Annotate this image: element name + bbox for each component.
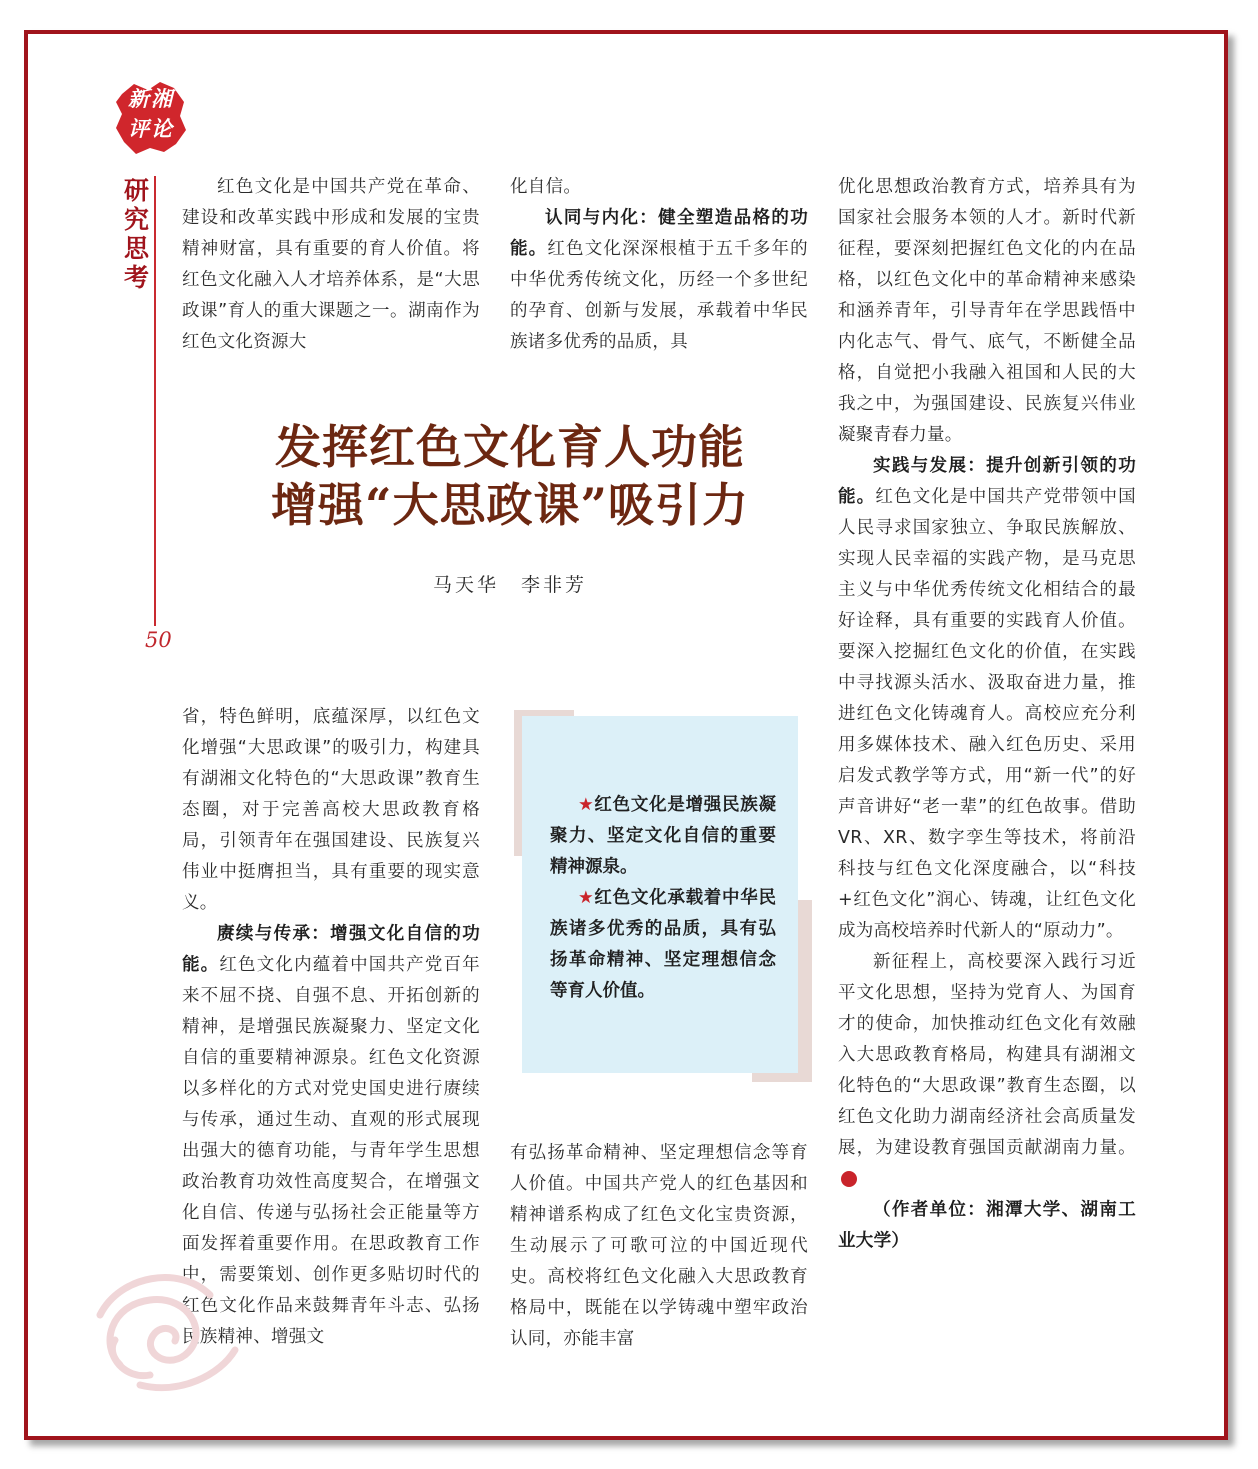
star-icon: ★ <box>578 795 595 815</box>
subheading: 认同与内化：健全塑造品格的功能。 <box>510 208 808 259</box>
paragraph-text: 红色文化深深根植于五千多年的中华优秀传统文化，历经一个多世纪的孕育、创新与发展，承载着中华民族诸多优秀的品质，具 <box>510 239 808 352</box>
pullquote-text: 红色文化承载着中华民族诸多优秀的品质，具有弘扬革命精神、坚定理想信念等育人价值。 <box>550 888 776 1001</box>
subheading: 赓续与传承：增强文化自信的功能。 <box>182 924 480 975</box>
end-mark-icon: 湘 <box>841 1171 857 1187</box>
seal-text: 新湘评论 <box>128 86 174 141</box>
section-divider <box>154 176 156 626</box>
star-icon: ★ <box>578 888 595 908</box>
pullquote-item-2 <box>550 883 776 1007</box>
article-title <box>180 418 840 534</box>
paragraph: 红色文化是中国共产党在革命、建设和改革实践中形成和发展的宝贵精神财富，具有重要的育人价值。将红色文化融入人才培养体系，是“大思政课”育人的重大课题之一。湖南作为红色文化资源大 <box>182 177 480 352</box>
paragraph: 省，特色鲜明，底蕴深厚，以红色文化增强“大思政课”的吸引力，构建具有湖湘文化特色的“大思政课”教育生态圈，对于完善高校大思政教育格局，引领青年在强国建设、民族复兴伟业中挺膺担当，具有重要的现实意义。 <box>182 707 480 913</box>
pullquote-box <box>522 716 798 1073</box>
paragraph: 有弘扬革命精神、坚定理想信念等育人价值。中国共产党人的红色基因和精神谱系构成了红色文化宝贵资源，生动展示了可歌可泣的中国近现代史。高校将红色文化融入大思政教育格局中，既能在以学铸魂中塑牢政治认同，亦能丰富 <box>510 1143 808 1349</box>
pullquote-item-1 <box>550 790 776 883</box>
title-line-2: 增强“大思政课”吸引力 <box>271 478 749 532</box>
closing-paragraph <box>838 947 1136 1195</box>
paragraph-with-heading <box>838 451 1136 947</box>
paragraph-text: 红色文化是中国共产党带领中国人民寻求国家独立、争取民族解放、实现人民幸福的实践产物，是马克思主义与中华优秀传统文化相结合的最好诠释，具有重要的实践育人价值。要深入挖掘红色文化的价值，在实践中寻找源头活水、汲取奋进力量，推进红色文化铸魂育人。高校应充分利用多媒体技术、融入红色历史、采用启发式教学等方式，用“新一代”的好声音讲好“老一辈”的红色故事。借助VR、XR、数字孪生等技术，将前沿科技与红色文化深度融合，以“科技+红色文化”润心、铸魂，让红色文化成为高校培养时代新人的“原动力”。 <box>838 487 1136 941</box>
author-affiliation <box>838 1195 1136 1257</box>
paragraph-with-heading <box>510 203 808 358</box>
paragraph: 优化思想政治教育方式，培养具有为国家社会服务本领的人才。新时代新征程，要深刻把握红色文化的内在品格，以红色文化中的革命精神来感染和涵养青年，引导青年在学思践悟中内化志气、骨气、底气，不断健全品格，自觉把小我融入祖国和人民的大我之中，为强国建设、民族复兴伟业凝聚青春力量。 <box>838 177 1136 445</box>
paragraph: 化自信。 <box>510 177 582 197</box>
authors: 马天华 李非芳 <box>432 574 587 596</box>
column-2-bottom <box>510 1138 808 1355</box>
affiliation-text: （作者单位：湘潭大学、湖南工业大学） <box>838 1200 1136 1251</box>
title-line-1: 发挥红色文化育人功能 <box>275 420 745 474</box>
pullquote-text: 红色文化是增强民族凝聚力、坚定文化自信的重要精神源泉。 <box>550 795 776 877</box>
column-3 <box>838 172 1136 1257</box>
page-number: 50 <box>145 628 172 652</box>
section-label: 研究思考 <box>124 176 150 292</box>
column-1-top <box>182 172 480 358</box>
subheading: 实践与发展：提升创新引领的功能。 <box>838 456 1136 507</box>
decorative-swirl-icon <box>80 1255 250 1405</box>
column-2-top <box>510 172 808 358</box>
paragraph-text: 红色文化内蕴着中国共产党百年来不屈不挠、自强不息、开拓创新的精神，是增强民族凝聚力、坚定文化自信的重要精神源泉。红色文化资源以多样化的方式对党史国史进行赓续与传承，通过生动、直观的形式展现出强大的德育功能，与青年学生思想政治教育功效性高度契合，在增强文化自信、传递与弘扬社会正能量等方面发挥着重要作用。在思政教育工作中，需要策划、创作更多贴切时代的红色文化作品来鼓舞青年斗志、弘扬民族精神、增强文 <box>182 955 480 1347</box>
paragraph-text: 新征程上，高校要深入践行习近平文化思想，坚持为党育人、为国育才的使命，加快推动红色文化有效融入大思政教育格局，构建具有湖湘文化特色的“大思政课”教育生态圈，以红色文化助力湖南经济社会高质量发展，为建设教育强国贡献湖南力量。 <box>838 952 1136 1158</box>
